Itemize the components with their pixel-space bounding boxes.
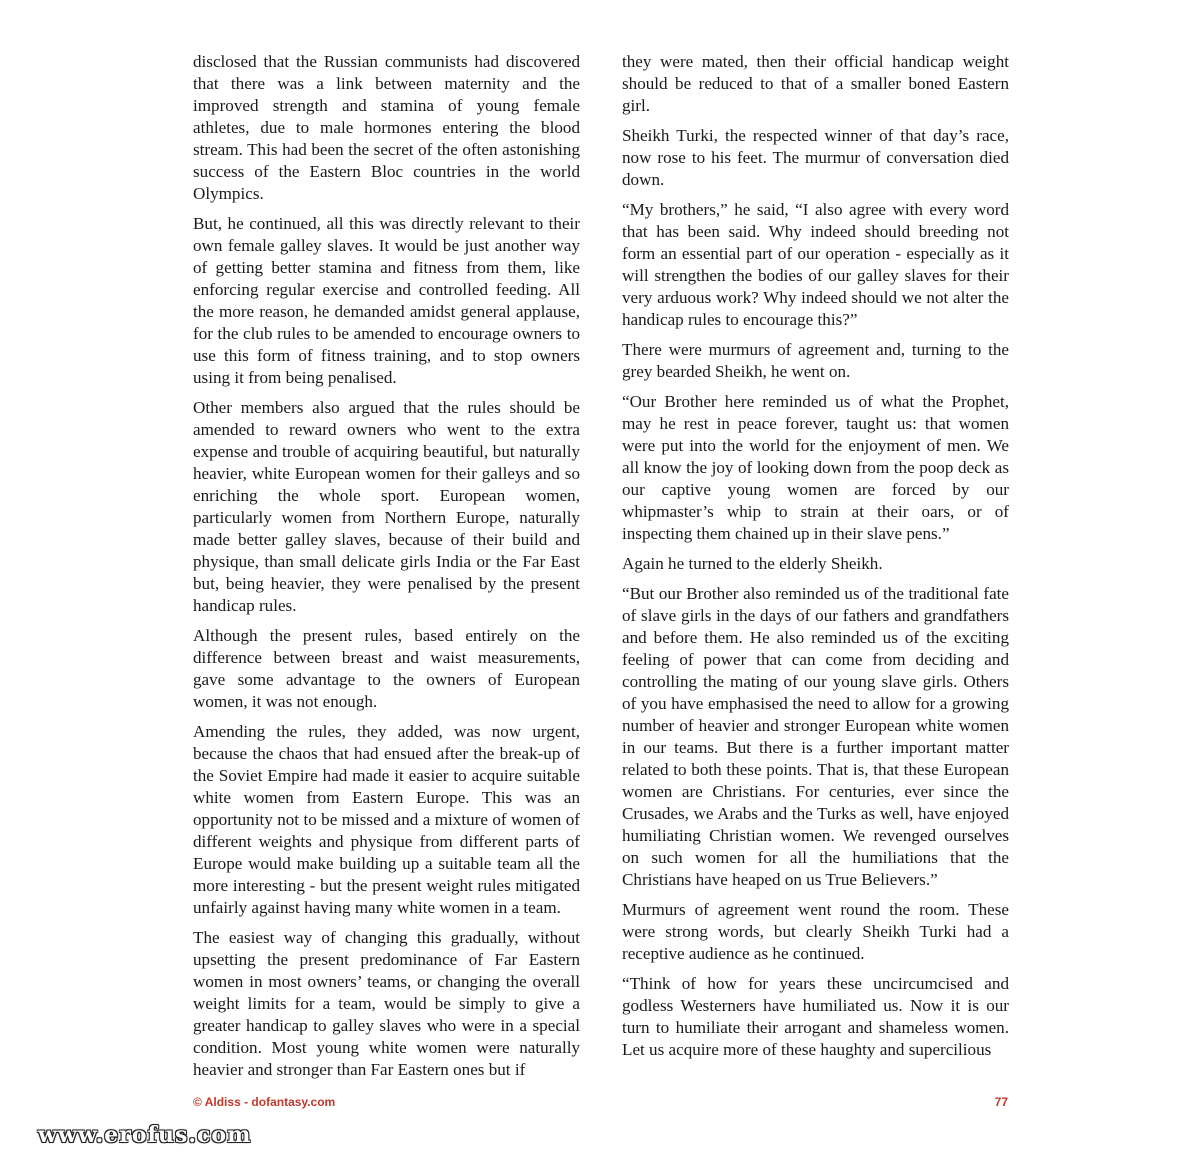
paragraph: Although the present rules, based entirely on the difference between breast and waist measurements, gave some advantage to the owners of European women, it was not enough. [193,626,580,711]
paragraph: Other members also argued that the rules should be amended to reward owners who went to the extra expense and trouble of acquiring beautiful, but naturally heavier, white European women for their galleys and so enriching the whole sport. European women, particularly women from Northern Europe, naturally made better galley slaves, because of their build and physique, than small delicate girls India or the Far East but, being heavier, they were penalised by the present handicap rules. [193,398,580,615]
paragraph: they were mated, then their official handicap weight should be reduced to that of a smaller boned Eastern girl. [622,52,1009,115]
paragraph: Murmurs of agreement went round the room. These were strong words, but clearly Sheikh Turki had a receptive audience as he continued. [622,900,1009,963]
paragraph: “Our Brother here reminded us of what the Prophet, may he rest in peace forever, taught us: that women were put into the world for the enjoyment of men. We all know the joy of looking down from the poop deck as our captive young women are forced by our whipmaster’s whip to strain at their oars, or of inspecting them chained up in their slave pens.” [622,392,1009,543]
paragraph: “Think of how for years these uncircumcised and godless Westerners have humiliated us. Now it is our turn to humiliate their arrogant and shameless women. Let us acquire more of these haughty and supercilious [622,974,1009,1059]
paragraph: But, he continued, all this was directly relevant to their own female galley slaves. It would be just another way of getting better stamina and fitness from them, like enforcing regular exercise and controlled feeding. All the more reason, he demanded amidst general applause, for the club rules to be amended to encourage owners to use this form of fitness training, and to stop owners using it from being penalised. [193,214,580,387]
footer-copyright: © Aldiss - dofantasy.com [193,1095,336,1109]
page-number: 77 [994,1095,1008,1109]
paragraph: There were murmurs of agreement and, turning to the grey bearded Sheikh, he went on. [622,340,1009,381]
paragraph: “My brothers,” he said, “I also agree with every word that has been said. Why indeed should breeding not form an essential part of our operation - especially as it will strengthen the bodies of our galley slaves for their very arduous work? Why indeed should we not alter the handicap rules to encourage this?” [622,200,1009,329]
paragraph: Sheikh Turki, the respected winner of that day’s race, now rose to his feet. The murmur of conversation died down. [622,126,1009,189]
left-text-column [193,51,580,1089]
paragraph: Amending the rules, they added, was now urgent, because the chaos that had ensued after the break-up of the Soviet Empire had made it easier to acquire suitable white women from Eastern Europe. This was an opportunity not to be missed and a mixture of women of different weights and physique from different parts of Europe would make building up a suitable team all the more interesting - but the present weight rules mitigated unfairly against having many white women in a team. [193,722,580,917]
paragraph: Again he turned to the elderly Sheikh. [622,554,883,573]
paragraph: “But our Brother also reminded us of the traditional fate of slave girls in the days of our fathers and grandfathers and before them. He also reminded us of the exciting feeling of power that can come from deciding and controlling the mating of our young slave girls. Others of you have emphasised the need to allow for a growing number of heavier and stronger European white women in our teams. But there is a further important matter related to both these points. That is, that these European women are Christians. For centuries, ever since the Crusades, we Arabs and the Turks as well, have enjoyed humiliating Christian women. We revenged ourselves on such women for all the humiliations that the Christians have heaped on us True Believers.” [622,584,1009,889]
right-text-column [622,51,1009,1069]
paragraph: disclosed that the Russian communists had discovered that there was a link between maternity and the improved strength and stamina of young female athletes, due to male hormones entering the blood stream. This had been the secret of the often astonishing success of the Eastern Bloc countries in the world Olympics. [193,52,580,203]
paragraph: The easiest way of changing this gradually, without upsetting the present predominance of Far Eastern women in most owners’ teams, or changing the overall weight limits for a team, would be simply to give a greater handicap to galley slaves who were in a special condition. Most young white women were naturally heavier and stronger than Far Eastern ones but if [193,928,580,1079]
site-watermark: www.erofus.com [38,1122,252,1148]
